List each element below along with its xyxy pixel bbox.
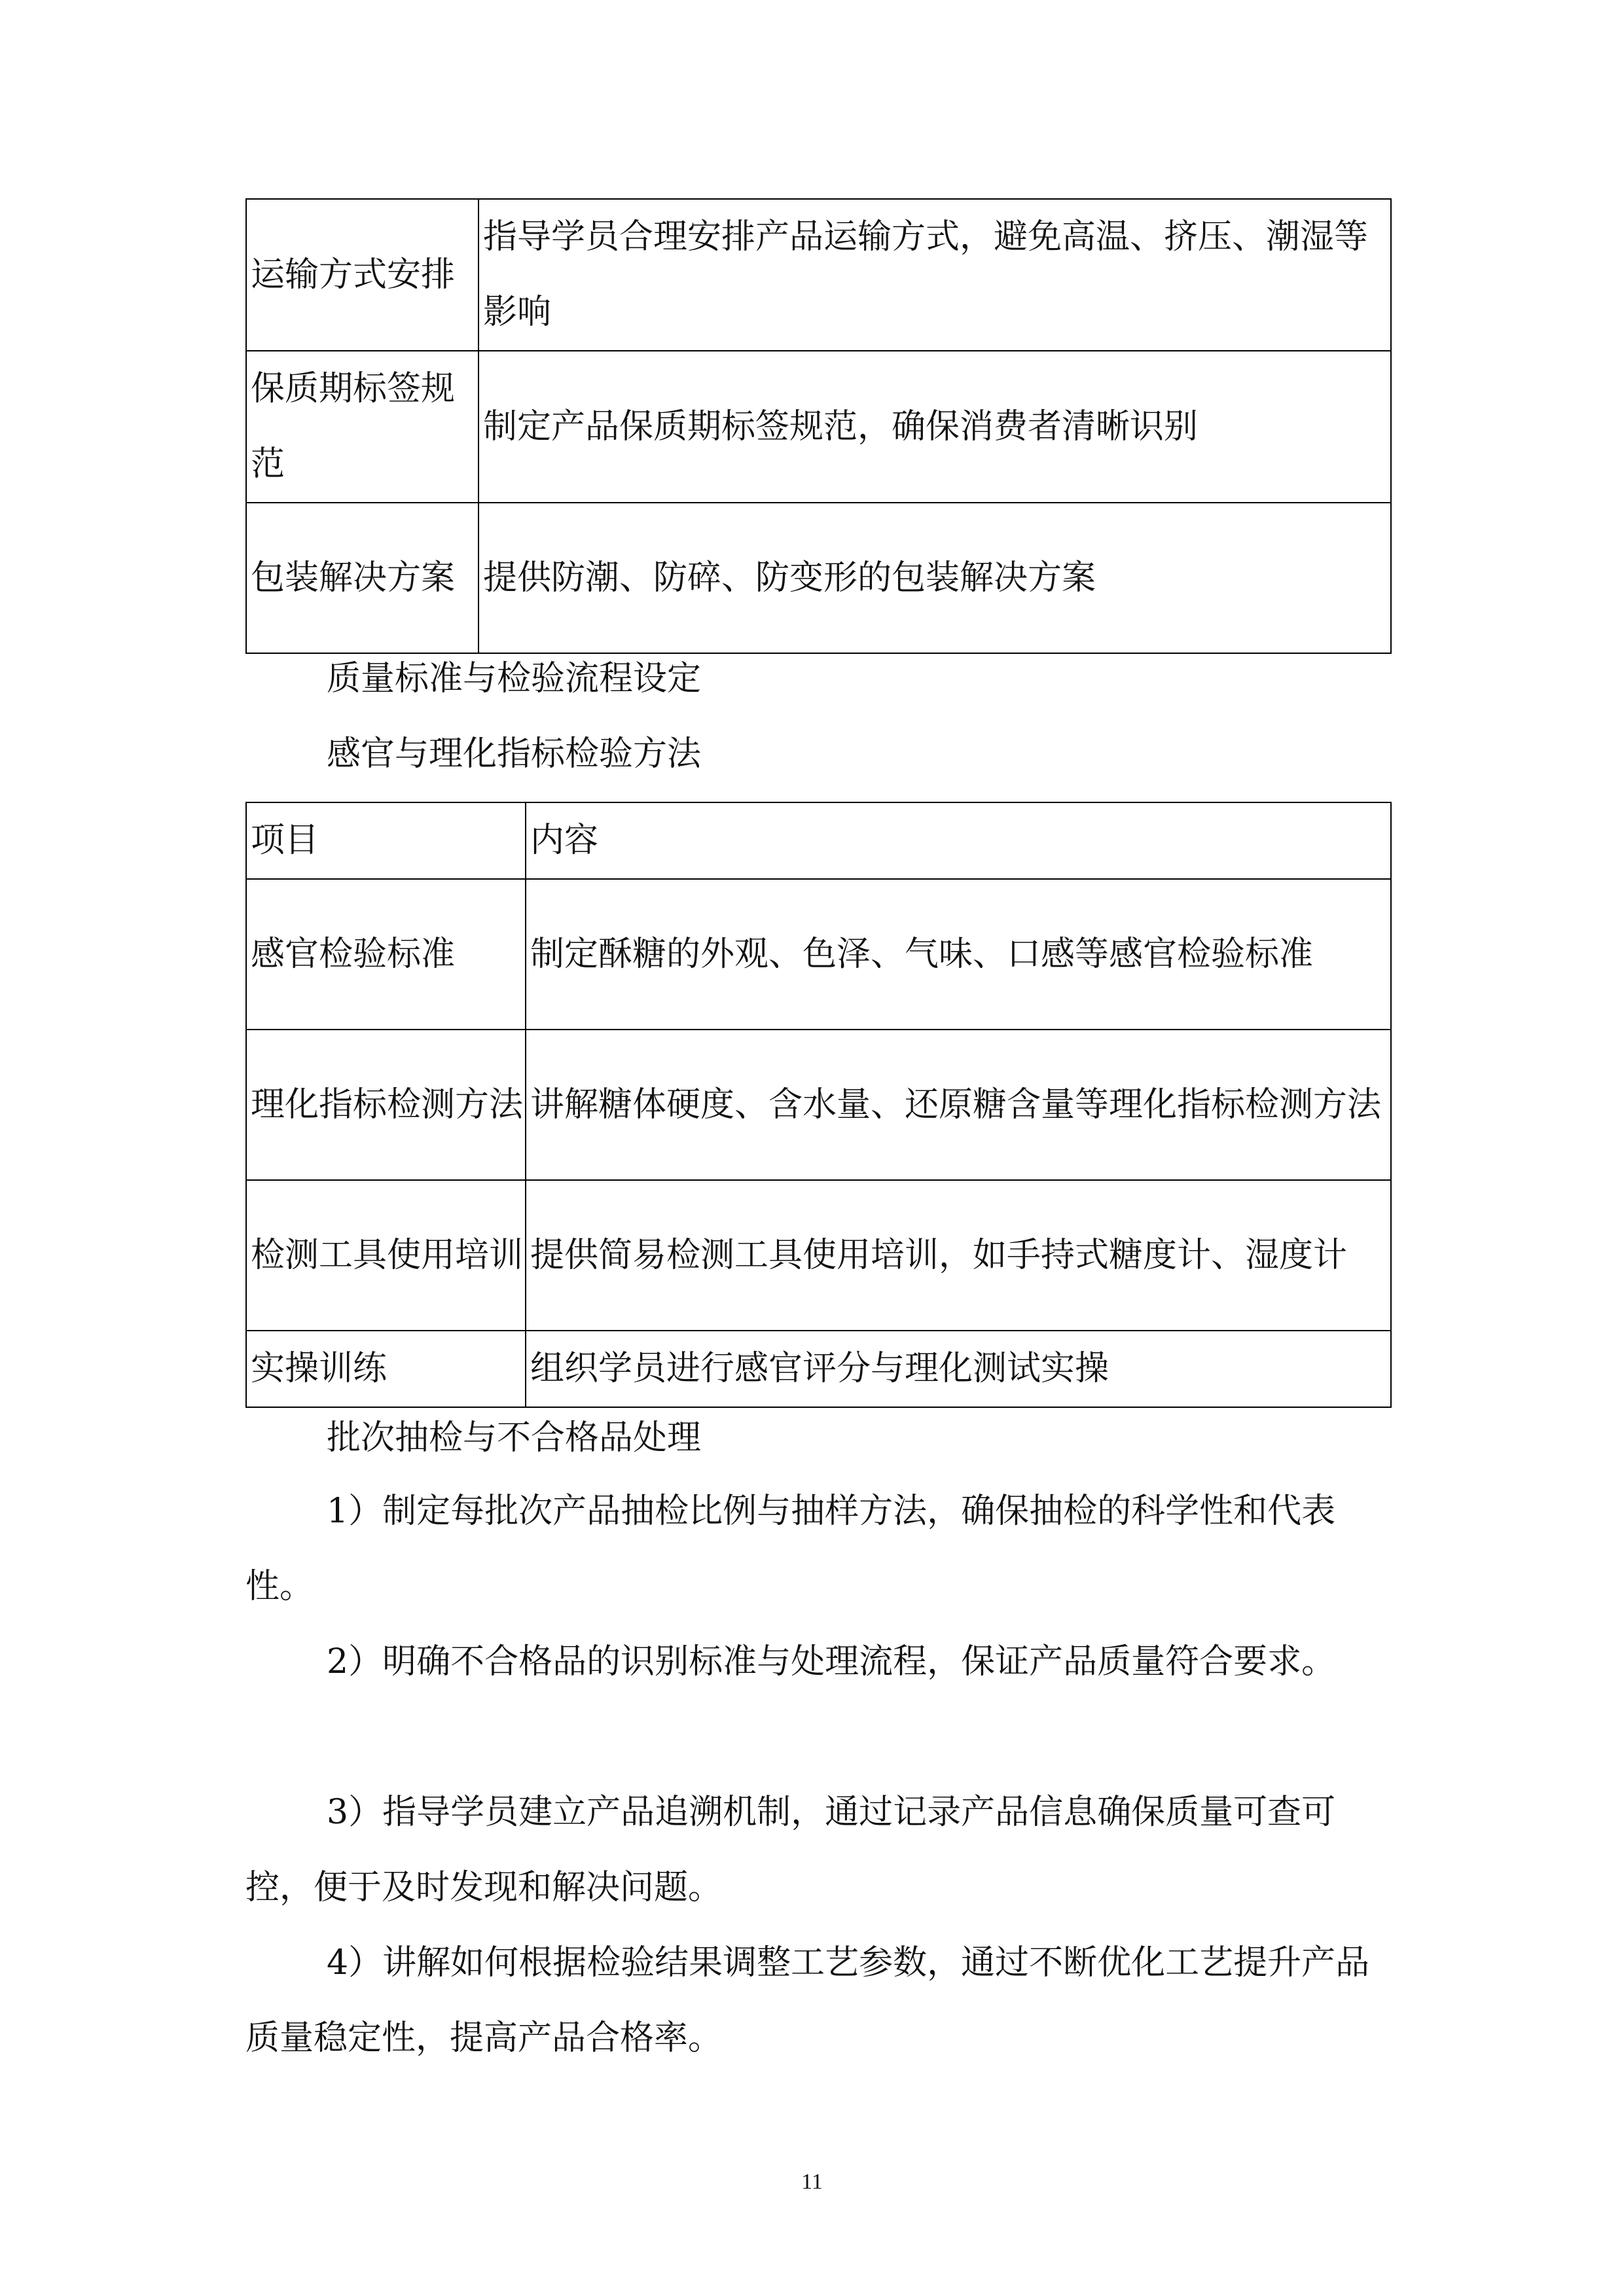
page-number: 11 [801, 2170, 823, 2194]
table-cell-content: 讲解糖体硬度、含水量、还原糖含量等理化指标检测方法 [526, 1030, 1391, 1180]
section-heading-inspection-methods: 感官与理化指标检验方法 [327, 734, 702, 774]
table-cell-content: 提供简易检测工具使用培训，如手持式糖度计、湿度计 [526, 1180, 1391, 1331]
column-header-content: 内容 [526, 802, 1391, 879]
table-row [246, 1180, 1391, 1331]
table-row [246, 1030, 1391, 1180]
paragraph-item-3: 3）指导学员建立产品追溯机制，通过记录产品信息确保质量可查可控，便于及时发现和解决问题。 [245, 1793, 1336, 1907]
paragraph-item-2: 2）明确不合格品的识别标准与处理流程，保证产品质量符合要求。 [327, 1642, 1336, 1681]
table-cell-item: 检测工具使用培训 [246, 1180, 526, 1331]
table-cell-item: 实操训练 [246, 1331, 526, 1407]
table-row [246, 879, 1391, 1030]
table-cell-item: 包装解决方案 [246, 503, 478, 653]
section-heading-batch-inspection: 批次抽检与不合格品处理 [327, 1418, 702, 1458]
table-cell-item: 感官检验标准 [246, 879, 526, 1030]
table-header-row [246, 802, 1391, 879]
column-header-item: 项目 [246, 802, 526, 879]
table-cell-item: 保质期标签规范 [246, 351, 478, 503]
packaging-transport-table [245, 198, 1392, 654]
table-cell-content: 组织学员进行感官评分与理化测试实操 [526, 1331, 1391, 1407]
table-cell-content: 指导学员合理安排产品运输方式，避免高温、挤压、潮湿等影响 [478, 199, 1391, 351]
table-cell-content: 提供防潮、防碎、防变形的包装解决方案 [478, 503, 1391, 653]
paragraph-item-4: 4）讲解如何根据检验结果调整工艺参数，通过不断优化工艺提升产品质量稳定性，提高产品合格率。 [245, 1943, 1370, 2058]
inspection-methods-table [245, 802, 1392, 1408]
table-row [246, 351, 1391, 503]
table-cell-item: 理化指标检测方法 [246, 1030, 526, 1180]
table-cell-item: 运输方式安排 [246, 199, 478, 351]
paragraph-item-1: 1）制定每批次产品抽检比例与抽样方法，确保抽检的科学性和代表性。 [245, 1492, 1336, 1606]
table-cell-content: 制定酥糖的外观、色泽、气味、口感等感官检验标准 [526, 879, 1391, 1030]
section-heading-quality-standards: 质量标准与检验流程设定 [327, 659, 702, 698]
table-row [246, 199, 1391, 351]
table-row [246, 503, 1391, 653]
table-cell-content: 制定产品保质期标签规范，确保消费者清晰识别 [478, 351, 1391, 503]
table-row [246, 1331, 1391, 1407]
